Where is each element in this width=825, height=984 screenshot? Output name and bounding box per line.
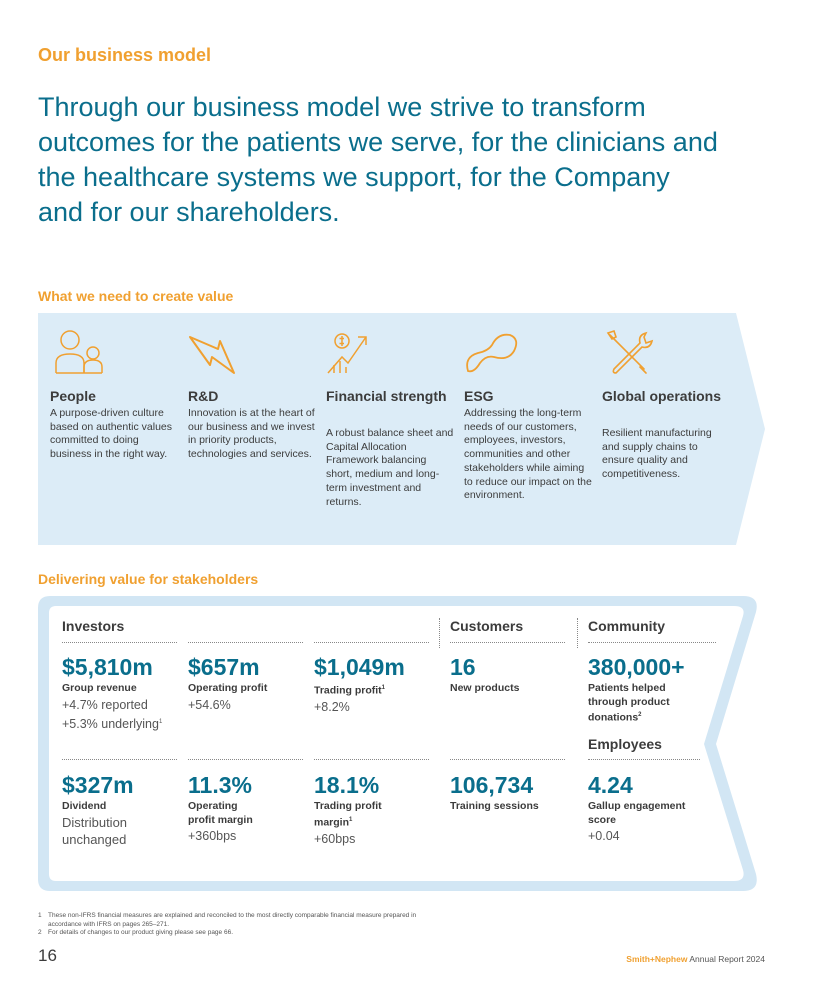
metric-value: 16: [450, 654, 476, 680]
investors-heading: Investors: [62, 618, 125, 634]
metric-patients-helped: [588, 653, 685, 725]
create-value-heading: What we need to create value: [38, 288, 234, 304]
pillar-title: [326, 386, 456, 406]
footnote-text: For details of changes to our product giving please see page 66.: [48, 929, 234, 936]
column-divider: [577, 618, 578, 648]
section-title: Our business model: [38, 45, 212, 65]
pillar-title: People: [50, 388, 96, 404]
pillar-title-text: Financial strength: [326, 388, 447, 404]
metric-value: 380,000+: [588, 654, 685, 680]
metric-change: +54.6%: [188, 697, 231, 712]
footnote-number: 1: [38, 912, 42, 919]
metric-change: +360bps: [188, 829, 237, 843]
metric-label: through product: [588, 695, 670, 708]
page-number: 16: [38, 946, 57, 965]
metric-label: profit margin: [188, 813, 253, 826]
metric-note: unchanged: [62, 831, 127, 847]
divider: [188, 642, 303, 643]
metric-label: Operating profit: [188, 682, 268, 694]
metric-label: [314, 814, 382, 830]
customers-heading: Customers: [450, 618, 524, 634]
metric-trading-margin: [314, 771, 382, 847]
metric-change: +60bps: [314, 831, 356, 846]
metric-label: [314, 682, 405, 698]
footnote: [38, 912, 438, 929]
brand-name: Smith+Nephew: [626, 954, 688, 964]
report-footer: [626, 954, 765, 964]
divider: [450, 642, 565, 643]
metric-value: $5,810m: [62, 654, 153, 680]
footnote-ref: 1: [349, 816, 353, 823]
tools-icon: [600, 327, 658, 377]
metric-label: New products: [450, 682, 520, 694]
metric-operating-margin: [188, 771, 253, 844]
metric-value: 106,734: [450, 772, 534, 798]
divider: [588, 759, 700, 760]
pillar-title: R&D: [188, 388, 219, 404]
metric-value: 4.24: [588, 772, 633, 798]
divider: [450, 759, 565, 760]
metric-gallup-score: [588, 771, 685, 844]
metric-label: Group revenue: [62, 682, 137, 694]
footnote: [38, 929, 438, 938]
community-heading: Community: [588, 618, 665, 634]
metric-label: Gallup engagement: [588, 800, 686, 812]
metric-dividend: [62, 771, 134, 848]
metric-group-revenue: [62, 653, 162, 732]
deliver-value-heading: Delivering value for stakeholders: [38, 571, 259, 587]
pillar-description: Resilient manufacturing and supply chains to ensure quality and competitiveness.: [602, 427, 712, 481]
people-icon: [48, 327, 106, 377]
metric-label: Operating: [188, 800, 238, 812]
pillar-description: A robust balance sheet and Capital Allocation Framework balancing short, medium and long-term investment and returns.: [326, 427, 454, 508]
metric-label: [588, 709, 685, 725]
employees-heading: Employees: [588, 736, 662, 752]
metric-value: $327m: [62, 772, 134, 798]
metric-label: Training sessions: [450, 800, 539, 812]
infinity-icon: [462, 327, 520, 377]
metric-label: Patients helped: [588, 682, 666, 694]
pillar-description: Innovation is at the heart of our business and we invest in priority products, technologies and services.: [188, 407, 315, 461]
footnote-ref: 2: [638, 712, 642, 718]
metric-change-underlying: [62, 714, 162, 732]
divider: [588, 642, 716, 643]
divider: [314, 759, 429, 760]
metric-change: +8.2%: [314, 700, 350, 714]
divider: [314, 642, 429, 643]
metric-value: 11.3%: [188, 772, 252, 798]
column-divider: [439, 618, 440, 648]
metric-label: Dividend: [62, 800, 107, 812]
footnote-text: These non-IFRS financial measures are explained and reconciled to the most directly comparable financial measure prepared in accordance with IFRS on pages 265–271.: [48, 912, 417, 928]
pillar-description: A purpose-driven culture based on authentic values committed to doing business in the right way.: [50, 407, 173, 461]
lightning-icon: [186, 327, 244, 377]
metric-operating-profit: [188, 653, 267, 713]
metric-note: Distribution: [62, 814, 128, 830]
metric-change: +4.7% reported: [62, 697, 148, 712]
pillar-title: Global operations: [602, 388, 722, 404]
metric-value: 18.1%: [314, 772, 380, 798]
metric-label-text: donations: [588, 711, 639, 724]
metric-training-sessions: [450, 771, 539, 814]
metric-new-products: [450, 653, 519, 696]
divider: [62, 642, 177, 643]
metric-trading-profit: [314, 653, 405, 715]
footnote-ref: 1: [158, 718, 163, 725]
divider: [62, 759, 177, 760]
pillar-title: ESG: [464, 388, 494, 404]
metric-label: Trading profit: [314, 800, 382, 812]
metric-change: +0.04: [588, 829, 620, 843]
metric-value: $657m: [188, 654, 260, 680]
create-value-panel: [38, 313, 765, 545]
metric-label-text: margin: [314, 816, 350, 828]
report-title: Annual Report 2024: [689, 954, 765, 964]
footnotes: [38, 912, 438, 938]
page-headline: Through our business model we strive to transform outcomes for the patients we serve, for the clinicians and the healthcare systems we support, for the Company and for our shareholders.: [38, 92, 718, 227]
stakeholders-panel: [38, 596, 763, 891]
metric-label: score: [588, 813, 617, 826]
metric-change-text: +5.3% underlying: [62, 716, 159, 731]
metric-label-text: Trading profit: [314, 684, 382, 697]
pillar-description: Addressing the long-term needs of our customers, employees, investors, communities and other stakeholders while aiming to reduce our impact on the environment.: [464, 407, 592, 502]
footnote-ref: 1: [381, 685, 386, 691]
footnote-number: 2: [38, 929, 42, 936]
metric-value: $1,049m: [314, 654, 405, 680]
divider: [188, 759, 303, 760]
growth-chart-icon: [324, 327, 382, 377]
